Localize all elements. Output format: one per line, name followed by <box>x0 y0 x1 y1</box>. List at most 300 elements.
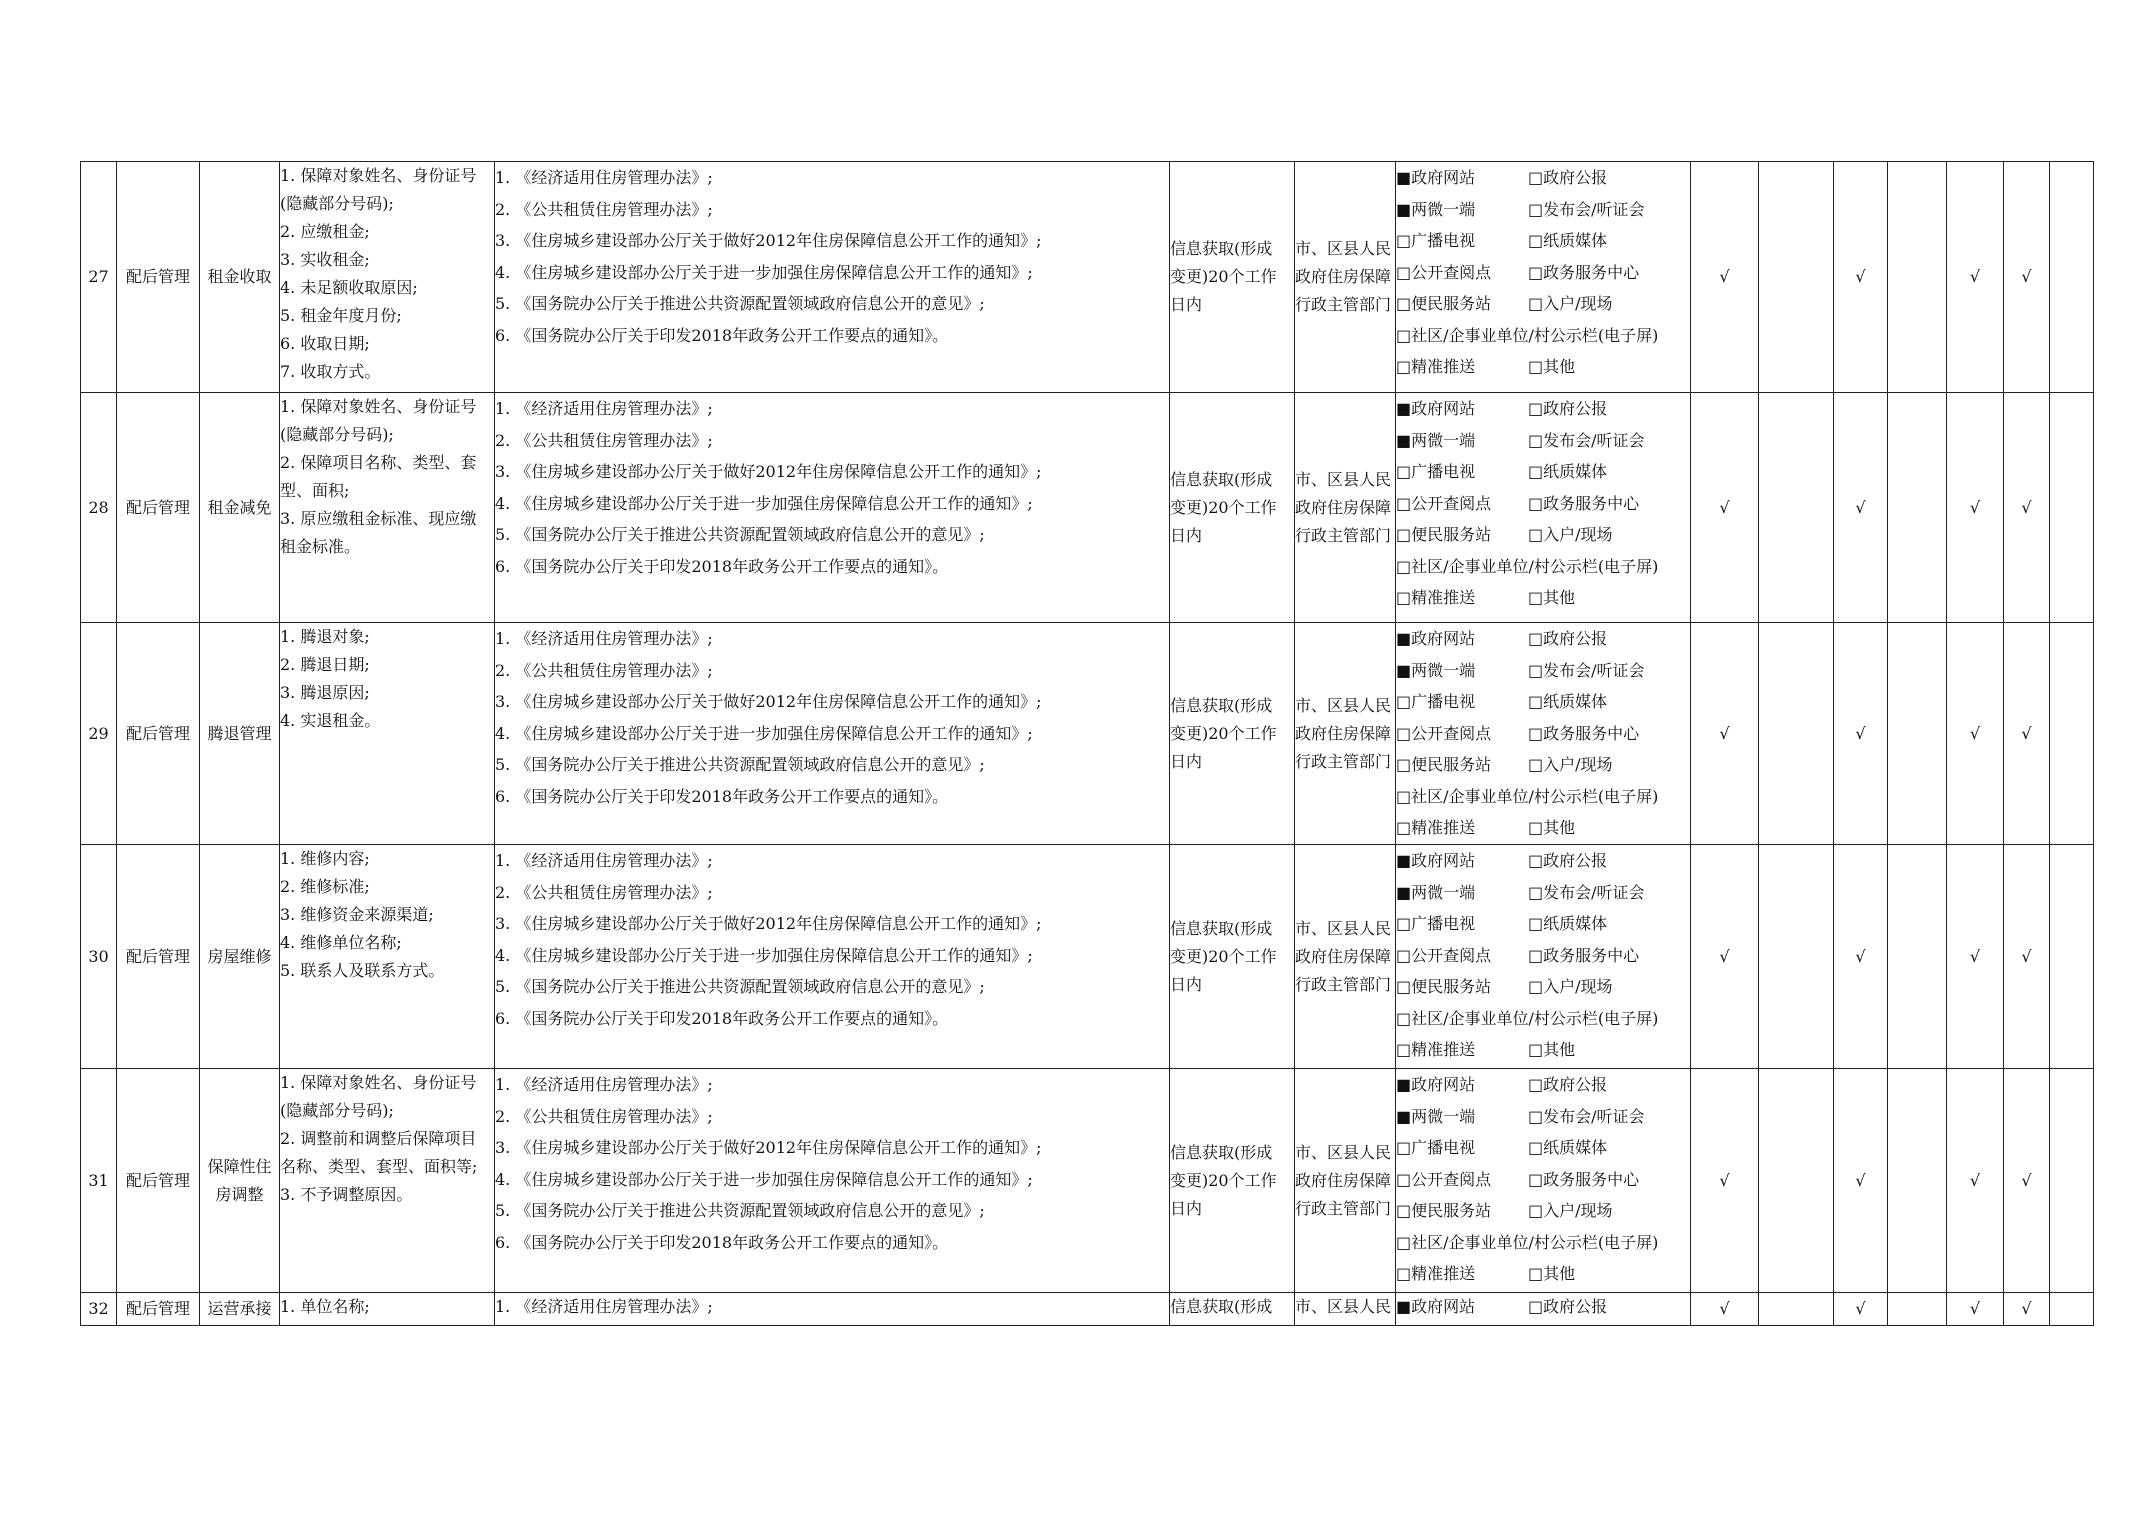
department-line: 政府住房保障 <box>1295 1170 1392 1190</box>
item-lines <box>200 1153 279 1209</box>
content-line: 租金标准。 <box>280 537 361 556</box>
timing-line: 日内 <box>1170 525 1203 545</box>
channel-row <box>1396 1164 1690 1196</box>
department-line: 政府住房保障 <box>1295 497 1392 517</box>
timing-cell <box>1170 1293 1295 1326</box>
content-line: 4. 未足额收取原因; <box>280 278 418 297</box>
channel-option: ■政府网站 <box>1396 1075 1476 1094</box>
department-lines <box>1295 692 1395 776</box>
channel-row <box>1396 877 1690 909</box>
content-lines <box>280 162 494 386</box>
department-line: 行政主管部门 <box>1295 295 1392 314</box>
mark-cell-4 <box>1888 162 1947 393</box>
item-cell: 房屋维修 <box>200 845 280 1069</box>
timing-lines <box>1170 235 1294 319</box>
timing-lines <box>1170 466 1294 550</box>
content-line: 4. 维修单位名称; <box>280 933 402 952</box>
channel-option: □纸质媒体 <box>1528 914 1608 933</box>
channel-option: □纸质媒体 <box>1528 462 1608 481</box>
mark-cell-3: √ <box>1834 845 1888 1069</box>
mark-cell-5: √ <box>1947 393 2004 623</box>
channel-row <box>1396 812 1690 844</box>
basis-line: 1. 《经济适用住房管理办法》; <box>495 851 713 870</box>
channel-row <box>1396 351 1690 383</box>
content-lines <box>280 845 494 985</box>
item-cell: 租金收取 <box>200 162 280 393</box>
department-line: 行政主管部门 <box>1295 751 1392 771</box>
content-lines <box>280 393 494 561</box>
channels-cell <box>1396 845 1691 1069</box>
basis-line: 3. 《住房城乡建设部办公厅关于做好2012年住房保障信息公开工作的通知》; <box>495 692 1042 711</box>
content-cell <box>280 1293 495 1326</box>
timing-cell <box>1170 393 1295 623</box>
mark-cell-5: √ <box>1947 162 2004 393</box>
mark-cell-1: √ <box>1691 393 1759 623</box>
content-line: 1. 单位名称; <box>280 1297 370 1316</box>
basis-line: 3. 《住房城乡建设部办公厅关于做好2012年住房保障信息公开工作的通知》; <box>495 1138 1042 1157</box>
channel-option: ■政府网站 <box>1396 168 1476 187</box>
content-line: 型、面积; <box>280 481 350 500</box>
basis-cell <box>495 1069 1170 1293</box>
category-cell: 配后管理 <box>117 1069 200 1293</box>
disclosure-table <box>80 161 2094 1326</box>
mark-cell-2 <box>1759 845 1834 1069</box>
mark-cell-5: √ <box>1947 845 2004 1069</box>
row-number: 29 <box>81 623 117 845</box>
basis-cell <box>495 845 1170 1069</box>
content-lines <box>280 1069 494 1209</box>
channel-option: □政府公报 <box>1528 1075 1608 1094</box>
channel-row <box>1396 749 1690 781</box>
mark-cell-2 <box>1759 1293 1834 1326</box>
channel-row <box>1396 551 1690 583</box>
timing-cell <box>1170 845 1295 1069</box>
basis-line: 2. 《公共租赁住房管理办法》; <box>495 1106 713 1126</box>
content-cell <box>280 162 495 393</box>
channel-option: □社区/企事业单位/村公示栏(电子屏) <box>1396 786 1659 806</box>
channel-option: □入户/现场 <box>1528 294 1613 313</box>
content-line: 1. 维修内容; <box>280 849 370 868</box>
content-line: 3. 不予调整原因。 <box>280 1185 413 1204</box>
channel-row <box>1396 1034 1690 1066</box>
content-line: 名称、类型、套型、面积等; <box>280 1157 478 1176</box>
basis-line: 3. 《住房城乡建设部办公厅关于做好2012年住房保障信息公开工作的通知》; <box>495 914 1042 933</box>
mark-cell-4 <box>1888 393 1947 623</box>
channel-row <box>1396 845 1690 877</box>
department-lines <box>1295 235 1395 319</box>
channel-option: □发布会/听证会 <box>1528 660 1645 680</box>
mark-cell-1: √ <box>1691 623 1759 845</box>
channel-option: □政府公报 <box>1528 629 1608 648</box>
basis-line: 6. 《国务院办公厅关于印发2018年政务公开工作要点的通知》。 <box>495 1008 949 1028</box>
mark-cell-6: √ <box>2004 393 2050 623</box>
department-line: 市、区县人民 <box>1295 1142 1392 1162</box>
basis-lines <box>495 845 1169 1034</box>
channel-row <box>1396 908 1690 940</box>
timing-line: 变更)20个工作 <box>1170 1170 1277 1190</box>
department-cell <box>1295 1069 1396 1293</box>
timing-line: 信息获取(形成 <box>1170 1297 1273 1316</box>
mark-cell-7 <box>2050 393 2094 623</box>
mark-cell-2 <box>1759 1069 1834 1293</box>
timing-line: 信息获取(形成 <box>1170 695 1273 715</box>
mark-cell-3: √ <box>1834 162 1888 393</box>
content-line: (隐藏部分号码); <box>280 1101 394 1120</box>
channel-row <box>1396 940 1690 972</box>
timing-line: 信息获取(形成 <box>1170 1142 1273 1162</box>
channel-option: □入户/现场 <box>1528 1201 1613 1220</box>
channel-option: □便民服务站 <box>1396 525 1492 544</box>
timing-cell <box>1170 623 1295 845</box>
mark-cell-7 <box>2050 162 2094 393</box>
content-lines <box>280 623 494 735</box>
channel-row <box>1396 1069 1690 1101</box>
basis-lines <box>495 1293 1169 1325</box>
table-body <box>81 162 2094 1326</box>
mark-cell-1: √ <box>1691 845 1759 1069</box>
channel-option: □广播电视 <box>1396 1138 1476 1157</box>
channel-option: □发布会/听证会 <box>1528 199 1645 219</box>
channels-cell <box>1396 1293 1691 1326</box>
timing-line: 变更)20个工作 <box>1170 267 1277 286</box>
content-cell <box>280 623 495 845</box>
department-line: 市、区县人民 <box>1295 1297 1392 1316</box>
table-row <box>81 623 2094 845</box>
channel-option: □入户/现场 <box>1528 977 1613 996</box>
channel-option: □精准推送 <box>1396 1264 1476 1283</box>
channel-option: ■两微一端 <box>1396 660 1476 680</box>
department-cell <box>1295 162 1396 393</box>
timing-cell <box>1170 1069 1295 1293</box>
basis-line: 3. 《住房城乡建设部办公厅关于做好2012年住房保障信息公开工作的通知》; <box>495 462 1042 481</box>
basis-cell <box>495 623 1170 845</box>
timing-line: 日内 <box>1170 751 1203 771</box>
timing-line: 变更)20个工作 <box>1170 946 1277 966</box>
channel-option: □社区/企事业单位/村公示栏(电子屏) <box>1396 1232 1659 1252</box>
department-line: 市、区县人民 <box>1295 695 1392 715</box>
channel-option: □其他 <box>1528 1264 1576 1283</box>
basis-line: 1. 《经济适用住房管理办法》; <box>495 1297 713 1316</box>
content-line: 2. 维修标准; <box>280 877 370 896</box>
channel-row <box>1396 425 1690 457</box>
table-row <box>81 1069 2094 1293</box>
department-cell <box>1295 393 1396 623</box>
basis-line: 5. 《国务院办公厅关于推进公共资源配置领域政府信息公开的意见》; <box>495 977 985 996</box>
timing-line: 变更)20个工作 <box>1170 497 1277 517</box>
content-line: (隐藏部分号码); <box>280 194 394 213</box>
timing-line: 信息获取(形成 <box>1170 239 1273 258</box>
channel-row <box>1396 781 1690 813</box>
row-number: 30 <box>81 845 117 1069</box>
channel-option: □公开查阅点 <box>1396 1169 1492 1189</box>
mark-cell-2 <box>1759 162 1834 393</box>
channel-option: □政务服务中心 <box>1528 1169 1640 1189</box>
channel-row <box>1396 1195 1690 1227</box>
channel-option: □便民服务站 <box>1396 1201 1492 1220</box>
channel-option: □政府公报 <box>1528 1297 1608 1316</box>
item-cell: 腾退管理 <box>200 623 280 845</box>
timing-lines <box>1170 692 1294 776</box>
department-line: 政府住房保障 <box>1295 723 1392 743</box>
basis-line: 6. 《国务院办公厅关于印发2018年政务公开工作要点的通知》。 <box>495 786 949 806</box>
content-line: 4. 实退租金。 <box>280 711 381 730</box>
channel-row <box>1396 971 1690 1003</box>
item-line: 房调整 <box>215 1184 264 1204</box>
channel-row <box>1396 686 1690 718</box>
content-lines <box>280 1293 494 1321</box>
basis-line: 1. 《经济适用住房管理办法》; <box>495 1075 713 1094</box>
channel-row <box>1396 1101 1690 1133</box>
content-line: 1. 保障对象姓名、身份证号 <box>280 166 477 185</box>
department-line: 市、区县人民 <box>1295 918 1392 938</box>
mark-cell-6: √ <box>2004 845 2050 1069</box>
channel-option: ■两微一端 <box>1396 430 1476 450</box>
mark-cell-3: √ <box>1834 1293 1888 1326</box>
basis-line: 3. 《住房城乡建设部办公厅关于做好2012年住房保障信息公开工作的通知》; <box>495 231 1042 250</box>
mark-cell-4 <box>1888 1069 1947 1293</box>
department-lines <box>1295 466 1395 550</box>
row-number: 28 <box>81 393 117 623</box>
channel-option: □发布会/听证会 <box>1528 430 1645 450</box>
department-lines <box>1295 915 1395 999</box>
channel-option: □社区/企事业单位/村公示栏(电子屏) <box>1396 325 1659 345</box>
basis-line: 6. 《国务院办公厅关于印发2018年政务公开工作要点的通知》。 <box>495 1232 949 1252</box>
channel-row <box>1396 718 1690 750</box>
basis-cell <box>495 1293 1170 1326</box>
basis-line: 4. 《住房城乡建设部办公厅关于进一步加强住房保障信息公开工作的通知》; <box>495 1169 1033 1189</box>
channel-option: ■两微一端 <box>1396 882 1476 902</box>
department-cell <box>1295 1293 1396 1326</box>
channel-option: □精准推送 <box>1396 357 1476 376</box>
channel-option: □政务服务中心 <box>1528 493 1640 513</box>
basis-cell <box>495 393 1170 623</box>
channel-option: □纸质媒体 <box>1528 692 1608 711</box>
mark-cell-5: √ <box>1947 1069 2004 1293</box>
channel-option: ■政府网站 <box>1396 399 1476 418</box>
channels-cell <box>1396 162 1691 393</box>
row-number: 31 <box>81 1069 117 1293</box>
basis-line: 5. 《国务院办公厅关于推进公共资源配置领域政府信息公开的意见》; <box>495 525 985 544</box>
department-line: 市、区县人民 <box>1295 469 1392 489</box>
channel-option: □政府公报 <box>1528 851 1608 870</box>
channel-option: □社区/企事业单位/村公示栏(电子屏) <box>1396 1008 1659 1028</box>
department-line: 市、区县人民 <box>1295 239 1392 258</box>
channel-option: □广播电视 <box>1396 462 1476 481</box>
content-line: 2. 腾退日期; <box>280 655 370 674</box>
channel-row <box>1396 1258 1690 1290</box>
channel-option: □精准推送 <box>1396 1040 1476 1059</box>
mark-cell-2 <box>1759 393 1834 623</box>
mark-cell-6: √ <box>2004 1293 2050 1326</box>
content-line: 3. 实收租金; <box>280 250 370 269</box>
table-row <box>81 845 2094 1069</box>
mark-cell-3: √ <box>1834 623 1888 845</box>
content-cell <box>280 1069 495 1293</box>
channel-row <box>1396 1003 1690 1035</box>
content-line: 6. 收取日期; <box>280 334 370 353</box>
channel-option: □纸质媒体 <box>1528 1138 1608 1157</box>
content-line: 2. 应缴租金; <box>280 222 370 241</box>
channel-option: □广播电视 <box>1396 692 1476 711</box>
channel-row <box>1396 1293 1690 1321</box>
timing-line: 信息获取(形成 <box>1170 469 1273 489</box>
content-line: 2. 调整前和调整后保障项目 <box>280 1129 477 1148</box>
channel-option: □发布会/听证会 <box>1528 882 1645 902</box>
content-line: 3. 维修资金来源渠道; <box>280 905 434 924</box>
mark-cell-3: √ <box>1834 1069 1888 1293</box>
channel-option: ■政府网站 <box>1396 629 1476 648</box>
content-line: 5. 联系人及联系方式。 <box>280 961 445 980</box>
basis-line: 2. 《公共租赁住房管理办法》; <box>495 882 713 902</box>
category-cell: 配后管理 <box>117 393 200 623</box>
channel-option: □公开查阅点 <box>1396 945 1492 965</box>
timing-line: 信息获取(形成 <box>1170 918 1273 938</box>
basis-line: 2. 《公共租赁住房管理办法》; <box>495 430 713 450</box>
channel-option: □其他 <box>1528 1040 1576 1059</box>
timing-cell <box>1170 162 1295 393</box>
item-cell <box>200 1069 280 1293</box>
mark-cell-6: √ <box>2004 1069 2050 1293</box>
channel-row <box>1396 519 1690 551</box>
basis-line: 4. 《住房城乡建设部办公厅关于进一步加强住房保障信息公开工作的通知》; <box>495 723 1033 743</box>
basis-lines <box>495 162 1169 351</box>
mark-cell-4 <box>1888 1293 1947 1326</box>
channel-option: ■两微一端 <box>1396 199 1476 219</box>
channel-option: □入户/现场 <box>1528 525 1613 544</box>
item-cell: 运营承接 <box>200 1293 280 1326</box>
channel-row <box>1396 393 1690 425</box>
department-cell <box>1295 623 1396 845</box>
channel-row <box>1396 623 1690 655</box>
basis-line: 5. 《国务院办公厅关于推进公共资源配置领域政府信息公开的意见》; <box>495 294 985 313</box>
timing-line: 日内 <box>1170 295 1203 314</box>
mark-cell-1: √ <box>1691 1069 1759 1293</box>
content-line: 3. 原应缴租金标准、现应缴 <box>280 509 477 528</box>
timing-lines <box>1170 1139 1294 1223</box>
channel-option: □发布会/听证会 <box>1528 1106 1645 1126</box>
channel-option: □政府公报 <box>1528 399 1608 418</box>
basis-line: 4. 《住房城乡建设部办公厅关于进一步加强住房保障信息公开工作的通知》; <box>495 262 1033 282</box>
category-cell: 配后管理 <box>117 162 200 393</box>
basis-line: 2. 《公共租赁住房管理办法》; <box>495 660 713 680</box>
row-number: 27 <box>81 162 117 393</box>
basis-line: 1. 《经济适用住房管理办法》; <box>495 629 713 648</box>
channel-option: □社区/企事业单位/村公示栏(电子屏) <box>1396 556 1659 576</box>
content-cell <box>280 845 495 1069</box>
timing-line: 日内 <box>1170 1198 1203 1218</box>
basis-line: 4. 《住房城乡建设部办公厅关于进一步加强住房保障信息公开工作的通知》; <box>495 493 1033 513</box>
timing-lines <box>1170 915 1294 999</box>
channels-cell <box>1396 1069 1691 1293</box>
channel-option: ■政府网站 <box>1396 851 1476 870</box>
mark-cell-5: √ <box>1947 623 2004 845</box>
department-cell <box>1295 845 1396 1069</box>
mark-cell-1: √ <box>1691 162 1759 393</box>
channel-option: □公开查阅点 <box>1396 493 1492 513</box>
mark-cell-4 <box>1888 845 1947 1069</box>
mark-cell-2 <box>1759 623 1834 845</box>
department-line: 政府住房保障 <box>1295 946 1392 966</box>
basis-lines <box>495 393 1169 582</box>
channel-row <box>1396 194 1690 226</box>
channel-row <box>1396 1227 1690 1259</box>
timing-line: 变更)20个工作 <box>1170 723 1277 743</box>
basis-line: 4. 《住房城乡建设部办公厅关于进一步加强住房保障信息公开工作的通知》; <box>495 945 1033 965</box>
channel-option: □公开查阅点 <box>1396 723 1492 743</box>
channel-row <box>1396 288 1690 320</box>
basis-line: 1. 《经济适用住房管理办法》; <box>495 168 713 187</box>
timing-lines <box>1170 1293 1294 1321</box>
timing-line: 日内 <box>1170 974 1203 994</box>
channel-row <box>1396 257 1690 289</box>
department-lines <box>1295 1139 1395 1223</box>
item-cell: 租金减免 <box>200 393 280 623</box>
department-line: 行政主管部门 <box>1295 1198 1392 1218</box>
channels-cell <box>1396 393 1691 623</box>
channel-option: □其他 <box>1528 357 1576 376</box>
table-row <box>81 162 2094 393</box>
channel-option: □公开查阅点 <box>1396 262 1492 282</box>
department-line: 行政主管部门 <box>1295 525 1392 545</box>
basis-line: 1. 《经济适用住房管理办法》; <box>495 399 713 418</box>
department-lines <box>1295 1293 1395 1321</box>
channel-option: ■两微一端 <box>1396 1106 1476 1126</box>
row-number: 32 <box>81 1293 117 1326</box>
channel-option: □精准推送 <box>1396 818 1476 837</box>
content-line: 1. 腾退对象; <box>280 627 370 646</box>
basis-lines <box>495 1069 1169 1258</box>
content-cell <box>280 393 495 623</box>
table-row <box>81 1293 2094 1326</box>
channel-row <box>1396 456 1690 488</box>
basis-line: 6. 《国务院办公厅关于印发2018年政务公开工作要点的通知》。 <box>495 556 949 576</box>
channel-option: □便民服务站 <box>1396 294 1492 313</box>
channel-row <box>1396 162 1690 194</box>
department-line: 行政主管部门 <box>1295 974 1392 994</box>
channel-row <box>1396 488 1690 520</box>
channel-row <box>1396 225 1690 257</box>
basis-line: 6. 《国务院办公厅关于印发2018年政务公开工作要点的通知》。 <box>495 325 949 345</box>
mark-cell-7 <box>2050 845 2094 1069</box>
item-line: 保障性住 <box>207 1156 272 1176</box>
channel-option: □政务服务中心 <box>1528 262 1640 282</box>
mark-cell-6: √ <box>2004 162 2050 393</box>
mark-cell-1: √ <box>1691 1293 1759 1326</box>
category-cell: 配后管理 <box>117 845 200 1069</box>
channel-option: □其他 <box>1528 588 1576 607</box>
basis-lines <box>495 623 1169 812</box>
channel-option: □政务服务中心 <box>1528 945 1640 965</box>
content-line: 1. 保障对象姓名、身份证号 <box>280 397 477 416</box>
channel-option: □政府公报 <box>1528 168 1608 187</box>
mark-cell-3: √ <box>1834 393 1888 623</box>
channel-option: □广播电视 <box>1396 914 1476 933</box>
mark-cell-7 <box>2050 1293 2094 1326</box>
channel-row <box>1396 1132 1690 1164</box>
basis-line: 5. 《国务院办公厅关于推进公共资源配置领域政府信息公开的意见》; <box>495 1201 985 1220</box>
basis-cell <box>495 162 1170 393</box>
channel-option: □精准推送 <box>1396 588 1476 607</box>
channel-row <box>1396 655 1690 687</box>
content-line: 1. 保障对象姓名、身份证号 <box>280 1073 477 1092</box>
channel-option: □入户/现场 <box>1528 755 1613 774</box>
category-cell: 配后管理 <box>117 623 200 845</box>
mark-cell-7 <box>2050 623 2094 845</box>
mark-cell-5: √ <box>1947 1293 2004 1326</box>
category-cell: 配后管理 <box>117 1293 200 1326</box>
channels-cell <box>1396 623 1691 845</box>
mark-cell-4 <box>1888 623 1947 845</box>
